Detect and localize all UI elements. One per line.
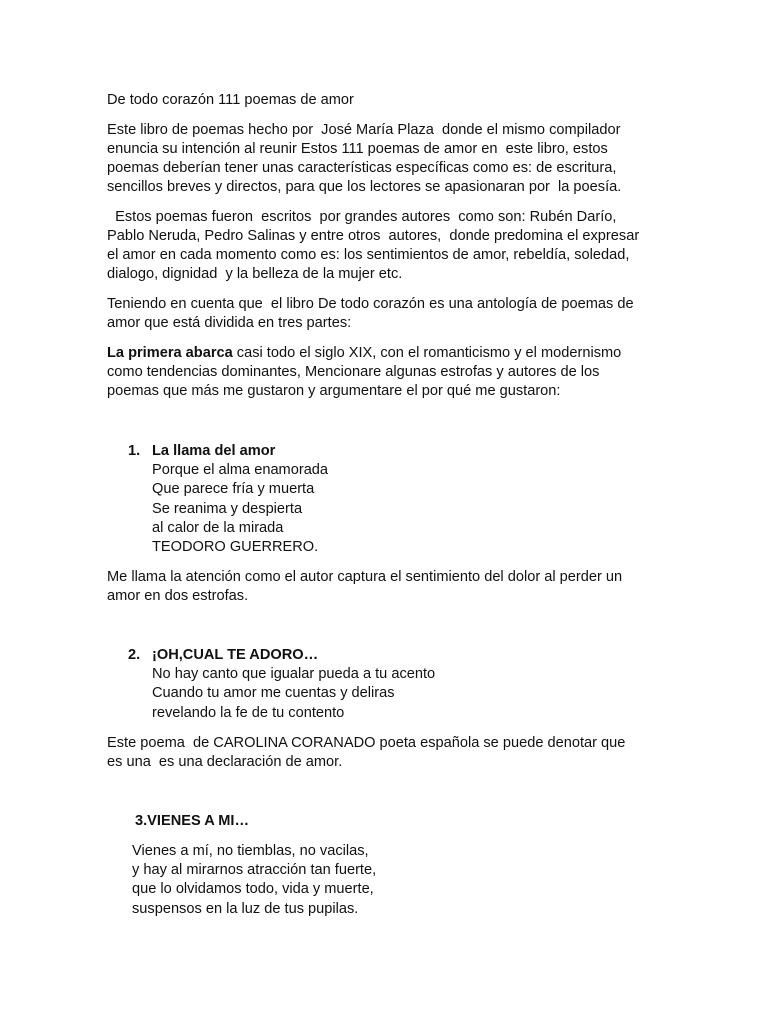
- poem-3-line: y hay al mirarnos atracción tan fuerte,: [132, 862, 377, 879]
- paragraph-authors: Estos poemas fueron escritos por grandes autores como son: Rubén Darío, Pablo Neruda, Pedro Salinas y entre otros autores, donde predomina el expresar el amor en cada momento como es: los sentimientos de amor, rebeldía, soledad, dialogo, dignidad y la belleza de la mujer etc.: [107, 209, 640, 282]
- document-title: De todo corazón 111 poemas de amor: [107, 92, 354, 108]
- poem-2-title: ¡OH,CUAL TE ADORO…: [152, 647, 319, 663]
- poem-1-line: al calor de la mirada: [152, 519, 284, 536]
- poem-3-line: suspensos en la luz de tus pupilas.: [132, 900, 359, 917]
- poem-1-author: TEODORO GUERRERO.: [152, 539, 319, 556]
- poem-3-title: 3.VIENES A MI…: [135, 813, 250, 829]
- poem-2-line: Cuando tu amor me cuentas y deliras: [152, 685, 395, 702]
- poem-2-line: No hay canto que igualar pueda a tu acento: [152, 666, 436, 683]
- poem-3-line: que lo olvidamos todo, vida y muerte,: [132, 881, 374, 898]
- first-part-text: casi todo el siglo XIX, con el romanticismo y el modernismo como tendencias dominantes, Mencionare algunas estrofas y autores de los poemas que más me gustaron y argumentare el por qué me gustaron:: [107, 345, 622, 399]
- poem-1-number: 1.: [128, 443, 141, 459]
- paragraph-first-part: [107, 344, 667, 401]
- poem-1: [152, 442, 552, 557]
- poem-3-line: Vienes a mí, no tiemblas, no vacilas,: [132, 843, 369, 859]
- poem-1-title: La llama del amor: [152, 443, 276, 459]
- poem-2-number: 2.: [128, 647, 141, 663]
- poem-3-title-wrap: [135, 812, 535, 831]
- poem-2-line: revelando la fe de tu contento: [152, 704, 345, 721]
- first-part-label: La primera abarca: [107, 345, 233, 361]
- poem-3: [132, 842, 532, 919]
- poem-1-line: Se reanima y despierta: [152, 500, 303, 517]
- poem-1-line: Porque el alma enamorada: [152, 462, 329, 479]
- paragraph-intro: Este libro de poemas hecho por José María Plaza donde el mismo compilador enuncia su intención al reunir Estos 111 poemas de amor en este libro, estos poemas deberían tener unas características específicas como es: de escritura, sencillos breves y directos, para que los lectores se apasionaran por la poesía.: [107, 122, 622, 195]
- poem-2: [152, 646, 552, 723]
- poem-1-line: Que parece fría y muerta: [152, 481, 315, 498]
- comment-poem-2: Este poema de CAROLINA CORANADO poeta española se puede denotar que es una es una declaración de amor.: [107, 735, 626, 770]
- comment-poem-1: Me llama la atención como el autor captura el sentimiento del dolor al perder un amor en dos estrofas.: [107, 569, 623, 604]
- paragraph-structure: Teniendo en cuenta que el libro De todo corazón es una antología de poemas de amor que está dividida en tres partes:: [107, 296, 634, 331]
